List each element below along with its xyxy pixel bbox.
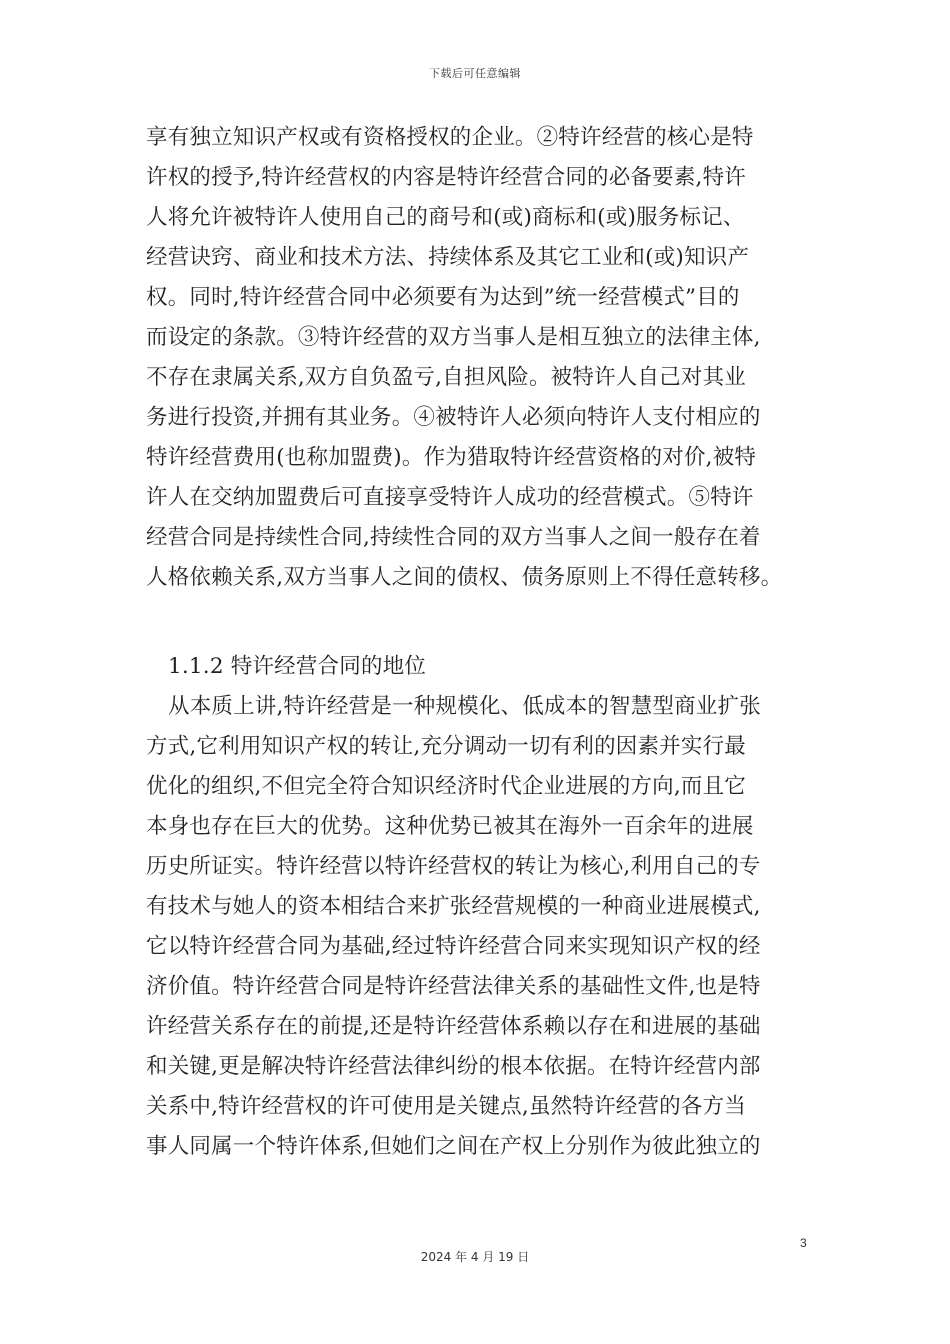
page-header: 下载后可任意编辑 [429,67,521,80]
text-line: 事人同属一个特许体系,但她们之间在产权上分别作为彼此独立的 [146,1134,761,1159]
document-body [146,118,806,1167]
section-heading: 1.1.2 特许经营合同的地位 [168,654,427,679]
text-line: 本身也存在巨大的优势。这种优势已被其在海外一百余年的进展 [146,814,754,839]
text-line: 人将允许被特许人使用自己的商号和(或)商标和(或)服务标记、 [146,205,745,230]
text-line: 历史所证实。特许经营以特许经营权的转让为核心,利用自己的专 [146,854,761,879]
text-line: 优化的组织,不但完全符合知识经济时代企业进展的方向,而且它 [146,774,746,799]
text-line: 许权的授予,特许经营权的内容是特许经营合同的必备要素,特许 [146,165,746,190]
text-line: 济价值。特许经营合同是特许经营法律关系的基础性文件,也是特 [146,974,761,999]
text-line: 许人在交纳加盟费后可直接享受特许人成功的经营模式。⑤特许 [146,485,754,510]
text-line: 而设定的条款。③特许经营的双方当事人是相互独立的法律主体, [146,325,761,350]
text-line: 从本质上讲,特许经营是一种规模化、低成本的智慧型商业扩张 [168,694,761,719]
text-line: 许经营关系存在的前提,还是特许经营体系赖以存在和进展的基础 [146,1014,761,1039]
text-line: 经营诀窍、商业和技术方法、持续体系及其它工业和(或)知识产 [146,245,750,270]
text-line: 方式,它利用知识产权的转让,充分调动一切有利的因素并实行最 [146,734,746,759]
text-line: 特许经营费用(也称加盟费)。作为猎取特许经营资格的对价,被特 [146,445,757,470]
text-line: 权。同时,特许经营合同中必须要有为达到”统一经营模式”目的 [146,285,740,310]
page-footer-date: 2024 年 4 月 19 日 [420,1250,530,1264]
text-line: 有技术与她人的资本相结合来扩张经营规模的一种商业进展模式, [146,894,761,919]
text-line: 务进行投资,并拥有其业务。④被特许人必须向特许人支付相应的 [146,405,761,430]
text-line: 它以特许经营合同为基础,经过特许经营合同来实现知识产权的经 [146,934,761,959]
paragraph [146,118,806,598]
text-line: 享有独立知识产权或有资格授权的企业。②特许经营的核心是特 [146,125,754,150]
paragraph [146,687,806,1167]
text-line: 人格依赖关系,双方当事人之间的债权、债务原则上不得任意转移。 [146,565,783,590]
text-line: 经营合同是持续性合同,持续性合同的双方当事人之间一般存在着 [146,525,761,550]
text-line: 和关键,更是解决特许经营法律纠纷的根本依据。在特许经营内部 [146,1054,761,1079]
text-line: 不存在隶属关系,双方自负盈亏,自担风险。被特许人自己对其业 [146,365,746,390]
paragraph-spacer [146,598,806,647]
page-number: 3 [800,1236,807,1250]
text-line: 关系中,特许经营权的许可使用是关键点,虽然特许经营的各方当 [146,1094,746,1119]
